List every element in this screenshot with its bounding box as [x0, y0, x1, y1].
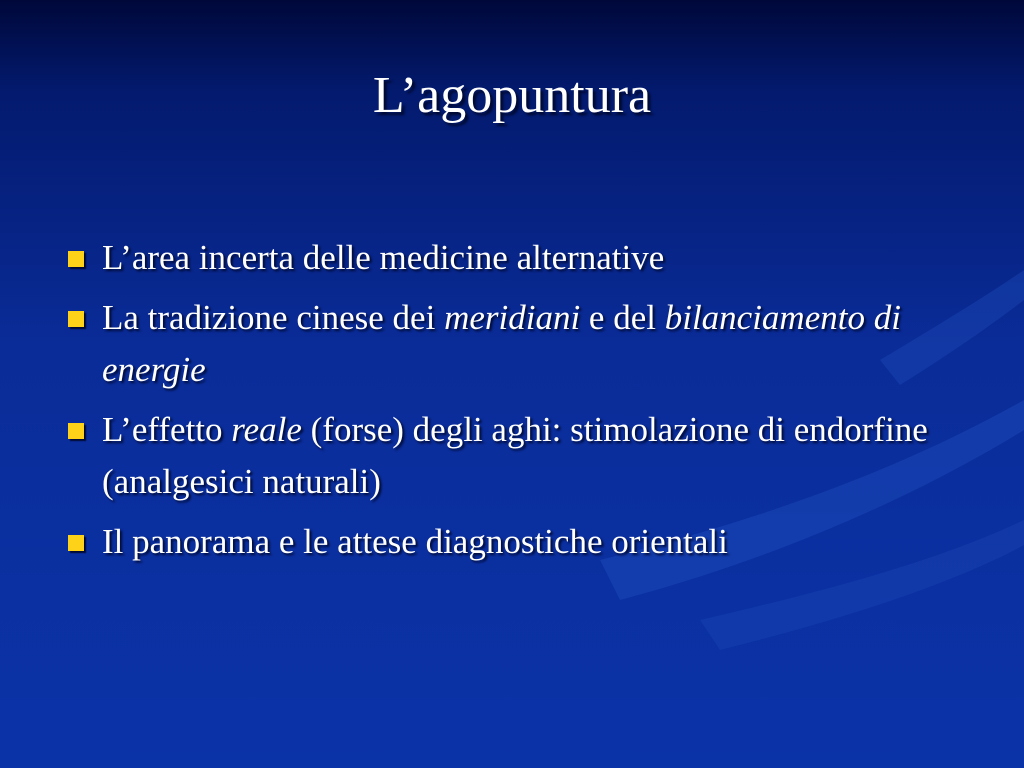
bullet-item [62, 232, 962, 284]
bullet-text: L’area incerta delle medicine alternative [102, 238, 665, 277]
bullet-text-italic: reale [231, 410, 302, 449]
bullet-item [62, 516, 962, 568]
bullet-text: L’effetto [102, 410, 232, 449]
bullet-item [62, 292, 962, 396]
bullet-text: (forse) degli aghi: stimolazione di endorfine (analgesici naturali) [102, 410, 928, 501]
bullet-text: La tradizione cinese dei [102, 298, 445, 337]
bullet-text: Il panorama e le attese diagnostiche orientali [102, 522, 728, 561]
bullet-text-italic: meridiani [444, 298, 581, 337]
bullet-list [62, 232, 962, 576]
bullet-item [62, 404, 962, 508]
slide-title: L’agopuntura [372, 67, 652, 124]
bullet-text-italic: bilanciamento di energie [102, 298, 901, 389]
square-bullet-icon [68, 535, 84, 551]
square-bullet-icon [68, 251, 84, 267]
bullet-text: e del [580, 298, 665, 337]
square-bullet-icon [68, 423, 84, 439]
square-bullet-icon [68, 311, 84, 327]
